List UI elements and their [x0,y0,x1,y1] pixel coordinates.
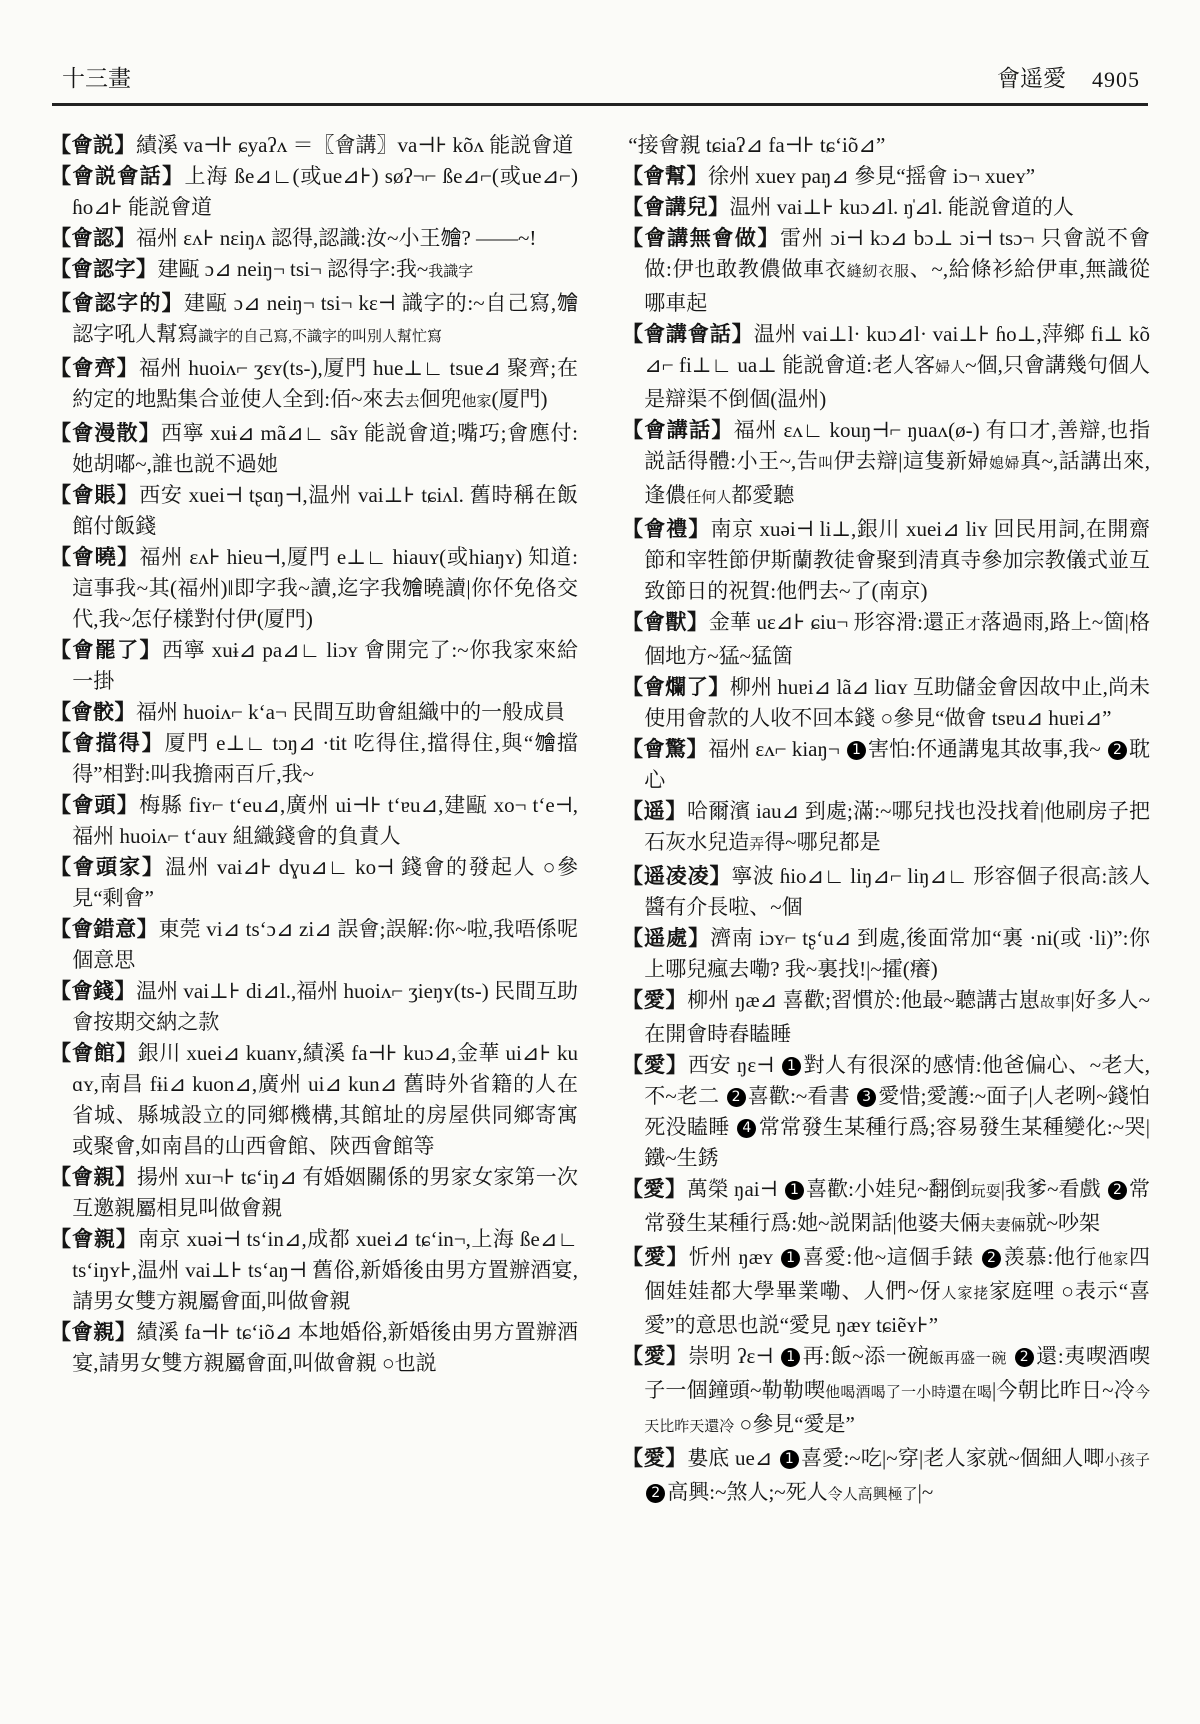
entry-text: 徐州 xueʏ paŋ⊿ 參見“摇會 iɔ¬ xueʏ” [708,164,1036,188]
entry-text: 東莞 vi⊿ tsʻɔ⊿ zi⊿ 誤會;誤解:你~啦,我唔係呢個意思 [72,917,578,972]
entry-headword: 【會驚】 [622,737,709,761]
sense-number: 4 [737,1119,756,1138]
entry-text: 寧波 ɦio⊿∟ liŋ⊿⌐ liŋ⊿∟ 形容個子很高:該人醬有介長啦、~個 [644,864,1151,919]
gloss-small-text: 令人高興極了 [827,1487,918,1503]
entry-headword: 【會幫】 [622,164,708,188]
entry-headword: 【愛】 [622,1053,689,1077]
dictionary-entry [622,734,1150,796]
entry-text: 哈爾濱 iau⊿ 到處;滿:~哪兒找也没找着|他刷房子把石灰水兒造 [644,799,1151,854]
entry-headword: 【會獸】 [622,610,709,634]
dictionary-entry [50,1317,578,1379]
entry-text: 建甌 ɔ⊿ neiŋ¬ tsi¬ 認得字:我~ [157,257,429,281]
entry-headword: 【愛】 [622,1446,688,1470]
entry-text: 温州 vai⊥⊦ kuɔ⊿l. ŋ̍⊿l. 能説會道的人 [729,195,1074,219]
sense-number: 1 [780,1450,799,1469]
dictionary-entry [50,1224,578,1317]
dictionary-entry [50,976,578,1038]
dictionary-entry [622,672,1150,734]
entry-headword: 【會曉】 [50,545,140,569]
entry-text: 福州 ɛʌ⌐ kiaŋ¬ [708,737,845,761]
gloss-small-text: 玩耍 [970,1184,1001,1200]
dictionary-entry [622,985,1150,1050]
entry-text: 高興:~煞人;~死人 [667,1480,828,1504]
entry-text: 揚州 xuɪ¬⊦ tɕʻiŋ⊿ 有婚姻關係的男家女家第一次互邀親屬相見叫做會親 [72,1165,578,1220]
entry-headword: 【會講會話】 [622,322,754,346]
entry-text: 西寧 xuɨ⊿ mã⊿∟ sãʏ 能説會道;嘴巧;會應付:她胡嘟~,誰也説不過她 [72,421,578,476]
dictionary-entry [50,480,578,542]
entry-text: 温州 vai⊥⊦ di⊿l.,福州 huoiʌ⌐ ʒieŋʏ(ts-) 民間互助會按期交納之款 [72,979,579,1034]
dictionary-entry [622,130,1150,161]
entry-text: 雷州 ɔi⊣ kɔ⊿ bɔ⊥ ɔi⊣ tsɔ¬ 只會説不會做:伊也敢教儂做車衣 [644,226,1151,281]
entry-text: 喜愛:~吃|~穿|老人家就~個細人唧 [800,1446,1105,1470]
sense-number: 2 [1108,741,1127,760]
dictionary-entry [50,353,578,418]
dictionary-entry [50,223,578,254]
gloss-small-text: 叫 [818,456,834,472]
entry-text: 福州 ɛʌ⊦ nɛiŋʌ 認得,認識:汝~小王𣍐? ——~! [136,226,537,250]
entry-text: 害怕:伓通講鬼其故事,我~ [868,737,1106,761]
entry-headword: 【會爛了】 [622,675,730,699]
dictionary-entry [622,192,1150,223]
sense-number: 2 [646,1484,665,1503]
sense-number: 1 [781,1348,800,1367]
entry-text: 喜歡:~看書 [747,1084,856,1108]
gloss-small-text: 飯再盛一碗 [929,1351,1007,1367]
guide-words: 會遥愛 [997,66,1066,91]
gloss-small-text: 他家 [1097,1252,1129,1268]
sense-number: 1 [781,1249,800,1268]
entry-text: 忻州 ŋæʏ [688,1245,780,1269]
entry-text: 福州 ɛʌ⊦ hieu⊣,厦門 e⊥∟ hiauʏ(或hiaŋʏ) 知道:這事我~其(福州)‖即字我~讀,迄字我𣍐曉讀|你伓免佫交代,我~怎仔樣對付伊(厦門) [72,545,579,631]
sense-number: 1 [782,1057,801,1076]
entry-headword: 【會講話】 [622,418,734,442]
dictionary-entry [622,1341,1150,1443]
entry-text: 愛惜;愛護:~面子|人老咧~錢怕死没瞌睡 [644,1084,1150,1139]
entry-text: |我爹~看戲 [1000,1177,1106,1201]
entry-headword: 【會親】 [50,1227,138,1251]
entry-text: 還:夷喫酒喫子一個鐘頭~勒勒喫 [644,1344,1151,1402]
entry-text: 崇明 ʔɛ⊣ [688,1344,780,1368]
entry-text: 厦門 e⊥∟ tɔŋ⊿ ·tit 吃得住,擋得住,與“𣍐擋得”相對:叫我擔兩百斤,我~ [72,731,578,786]
entry-text: 常常發生某種行爲:她~説閑話|他婆夫倆 [644,1177,1151,1235]
sense-number: 2 [982,1249,1001,1268]
header-right [997,60,1140,93]
gloss-small-text: 我識字 [428,264,474,280]
entry-headword: 【會錯意】 [50,917,159,941]
dictionary-entry [50,728,578,790]
entry-headword: 【會認字的】 [50,291,184,315]
header-rule [52,103,1148,106]
entry-headword: 【會禮】 [622,517,711,541]
entry-text: “接會親 tɕiaʔ⊿ fa⊣⊦ tɕʻiõ⊿” [628,133,886,157]
dictionary-entry [50,1162,578,1224]
entry-text: 再:飯~添一碗 [802,1344,930,1368]
dictionary-entry [50,418,578,480]
entry-text: 得~哪兒都是 [764,830,881,854]
gloss-small-text: 縫紉衣服 [846,264,910,280]
entry-text: 四個娃娃都大學畢業嘞、人們~伢 [644,1245,1150,1303]
entry-text: 對人有很深的感情:他爸偏心、~老大,不~老二 [644,1053,1150,1108]
dictionary-entry [622,861,1150,923]
entry-text: 福州 huoiʌ⌐ ʒɛʏ(ts-),厦門 hue⊥∟ tsue⊿ 聚齊;在約定的地點集合並使人全到:佰~來去 [72,356,578,411]
entry-headword: 【會親】 [50,1165,137,1189]
entry-text: 西安 xuei⊣ tʂɑŋ⊣,温州 vai⊥⊦ tɕiʌl. 舊時稱在飯館付飯錢 [72,483,579,538]
entry-text: 柳州 ŋæ⊿ 喜歡;習慣於:他最~聽講古崽 [687,988,1040,1012]
entry-text: 落過雨,路上~箇|格個地方~猛~猛箇 [644,610,1150,668]
gloss-small-text: 去 [404,394,420,410]
entry-headword: 【會骹】 [50,700,136,724]
dictionary-entry [50,254,578,288]
left-column [50,130,578,1511]
gloss-small-text: 識字的自己寫,不識字的叫別人幫忙寫 [198,329,443,345]
entry-text: |好多人~在開會時舂瞌睡 [644,988,1150,1046]
dictionary-entry [622,1443,1150,1511]
entry-text: 上海 ße⊿∟(或ue⊿⊦) søʔ¬⌐ ße⊿⌐(或ue⊿⌐) ɦo⊿⊦ 能説會道 [72,164,579,219]
entry-text: 就~吵架 [1025,1211,1101,1235]
sense-number: 1 [785,1181,804,1200]
entry-text: 濟南 iɔʏ⌐ tʂʻu⊿ 到處,後面常加“裏 ·ni(或 ·li)”:你上哪兒瘋去嘞? 我~裏找!|~攉(癢) [644,926,1150,981]
entry-headword: 【會頭家】 [50,855,166,879]
entry-headword: 【會擋得】 [50,731,165,755]
entry-text: 南京 xuəi⊣ tsʻin⊿,成都 xuei⊿ tɕʻin¬,上海 ße⊿∟ tsʻiŋʏ⊦,温州 vai⊥⊦ tsʻaŋ⊣ 舊俗,新婚後由男方置辦酒宴,請男女雙方親屬會面,叫做會親 [72,1227,579,1313]
entry-text: 梅縣 fiʏ⌐ tʻeu⊿,廣州 ui⊣⊦ tʻɐu⊿,建甌 xo¬ tʻe⊣,福州 huoiʌ⌐ tʻauʏ 組織錢會的負責人 [72,793,578,848]
dictionary-entry [50,635,578,697]
entry-text: 福州 huoiʌ⌐ kʻa¬ 民間互助會組織中的一般成員 [136,700,566,724]
gloss-small-text: 夫妻倆 [980,1218,1026,1234]
right-column [622,130,1150,1511]
entry-text [1007,1344,1013,1368]
dictionary-entry [50,852,578,914]
dictionary-entry [622,223,1150,319]
dictionary-entry [50,130,578,161]
entry-text: 耽心 [644,737,1151,792]
entry-text: 佪兜 [419,387,462,411]
entry-text: |今朝比昨日~冷 [992,1378,1135,1402]
gloss-small-text: 人家㧯 [941,1286,990,1302]
gloss-small-text: 故事 [1040,995,1071,1011]
entry-text: 温州 vai⊥l· kuɔ⊿l· vai⊥⊦ ɦo⊥,萍鄉 fi⊥ kõ⊿⌐ fi⊥∟ ua⊥ 能説會道:老人客 [644,322,1150,377]
dictionary-entry [622,923,1150,985]
sense-number: 2 [1015,1348,1034,1367]
dictionary-entry [50,697,578,728]
gloss-small-text: 他家 [461,394,492,410]
sense-number: 2 [727,1088,746,1107]
entry-text: 都愛聽 [731,483,795,507]
entry-text: 温州 vai⊿⊦ dɣu⊿∟ ko⊣ 錢會的發起人 ○參見“剩會” [72,855,579,910]
entry-text: 績溪 fa⊣⊦ tɕʻiõ⊿ 本地婚俗,新婚後由男方置辦酒宴,請男女雙方親屬會面,叫做會親 ○也説 [72,1320,579,1375]
sense-number: 1 [847,741,866,760]
dictionary-entry [622,1050,1150,1174]
gloss-small-text: 他喝酒喝了一小時還在喝 [825,1385,993,1401]
entry-text: 金華 uɛ⊿⊦ ɕiu¬ 形容滑:還正 [708,610,966,634]
entry-text: 家庭哩 ○表示“喜愛”的意思也説“愛見 ŋæʏ tɕiẽʏ⊦” [644,1279,1150,1337]
entry-headword: 【會罷了】 [50,638,162,662]
entry-headword: 【會親】 [50,1320,137,1344]
dictionary-entry [50,161,578,223]
entry-text: 南京 xuəi⊣ li⊥,銀川 xuei⊿ liʏ 回民用詞,在開齋節和宰牲節伊斯蘭教徒會聚到清真寺參加宗教儀式並互致節日的祝賀:他們去~了(南京) [644,517,1150,603]
page-header [50,60,1150,103]
entry-headword: 【會認字】 [50,257,158,281]
entry-text: 建甌 ɔ⊿ neiŋ¬ tsi¬ kɛ⊣ 識字的:~自己寫,𣍐認字吼人幫寫 [72,291,578,346]
entry-text: 喜歡:小娃兒~翻倒 [805,1177,971,1201]
entry-headword: 【會齊】 [50,356,139,380]
entry-text: ○參見“愛是” [734,1412,855,1436]
entry-text: 喜愛:他~這個手錶 [802,1245,981,1269]
entry-text: 伊去辯|這隻新婦 [833,449,990,473]
gloss-small-text: 任何人 [686,490,732,506]
entry-text: 銀川 xuei⊿ kuanʏ,績溪 fa⊣⊦ kuɔ⊿,金華 ui⊿⊦ kuɑʏ,南昌 fɨi⊿ kuon⊿,廣州 ui⊿ kun⊿ 舊時外省籍的人在省城、縣城設立的同鄉機構,其館址的房屋供同鄉寄寓或聚會,如南昌的山西會館、陝西會館等 [72,1041,579,1158]
gloss-small-text: 婦人 [935,360,966,376]
gloss-small-text: 今天比昨天還冷 [644,1385,1150,1435]
dictionary-entry [50,790,578,852]
entry-text: 婁底 ue⊿ [687,1446,778,1470]
entry-text: |~ [917,1480,934,1504]
entry-text: 柳州 huɐi⊿ lã⊿ liɑʏ 互助儲金會因故中止,尚未使用會款的人收不回本錢 ○參見“做會 tsɐu⊿ huɐi⊿” [644,675,1151,730]
dictionary-entry [622,319,1150,415]
entry-headword: 【遥】 [622,799,688,823]
dictionary-entry [50,914,578,976]
dictionary-entry [622,607,1150,672]
dictionary-entry [50,1038,578,1162]
entry-text: 西安 ŋɛ⊣ [688,1053,780,1077]
entry-text: ~個,只會講幾句個人是辯渠不倒個(温州) [644,353,1150,411]
entry-headword: 【會講兒】 [622,195,730,219]
entry-headword: 【會館】 [50,1041,138,1065]
gloss-small-text: 小孩子 [1104,1453,1150,1469]
dictionary-entry [622,161,1150,192]
entry-headword: 【愛】 [622,1344,689,1368]
entry-text: 西寧 xuɨ⊿ pa⊿∟ liɔʏ 會開完了:~你我家來給一掛 [72,638,578,693]
entry-headword: 【會認】 [50,226,136,250]
radical-stroke-section: 十三畫 [62,66,131,91]
entry-headword: 【遥處】 [622,926,711,950]
entry-headword: 【愛】 [622,988,688,1012]
gloss-small-text: 媳婦 [989,456,1021,472]
entry-headword: 【會賬】 [50,483,140,507]
entry-text: 績溪 va⊣⊦ ɕyaʔʌ ＝〖會講〗va⊣⊦ kõʌ 能説會道 [136,133,574,157]
entry-headword: 【會説會話】 [50,164,185,188]
gloss-small-text: 才 [965,617,981,633]
entry-text: 常常發生某種行爲;容易發生某種變化:~哭|鐵~生銹 [644,1115,1151,1170]
entry-text: 福州 ɛʌ∟ kouŋ⊣⌐ ŋuaʌ(ø-) 有口才,善辯,也指説話得體:小王~,告 [644,418,1150,473]
entry-headword: 【會漫散】 [50,421,161,445]
entry-text: 真~,話講出來,逢儂 [644,449,1150,507]
dictionary-entry [622,415,1150,514]
entry-headword: 【愛】 [622,1245,689,1269]
dictionary-entry [622,1242,1150,1341]
entry-headword: 【愛】 [622,1177,687,1201]
entry-headword: 【會錢】 [50,979,137,1003]
entry-text: 羡慕:他行 [1003,1245,1098,1269]
sense-number: 2 [1108,1181,1127,1200]
entry-headword: 【遥凌凌】 [622,864,732,888]
entry-headword: 【會説】 [50,133,136,157]
entry-headword: 【會頭】 [50,793,140,817]
dictionary-entry [622,1174,1150,1242]
sense-number: 3 [857,1088,876,1107]
entry-headword: 【會講無會做】 [622,226,781,250]
dictionary-entry [50,542,578,635]
entry-text: (厦門) [491,387,548,411]
page-number: 4905 [1092,67,1140,92]
dictionary-entry [50,288,578,353]
gloss-small-text: 弄 [749,837,765,853]
text-columns [50,130,1150,1511]
dictionary-entry [622,796,1150,861]
entry-text: 萬榮 ŋai⊣ [686,1177,783,1201]
dictionary-entry [622,514,1150,607]
entry-text: 、~,給條衫給伊車,無識從哪車起 [644,257,1150,315]
